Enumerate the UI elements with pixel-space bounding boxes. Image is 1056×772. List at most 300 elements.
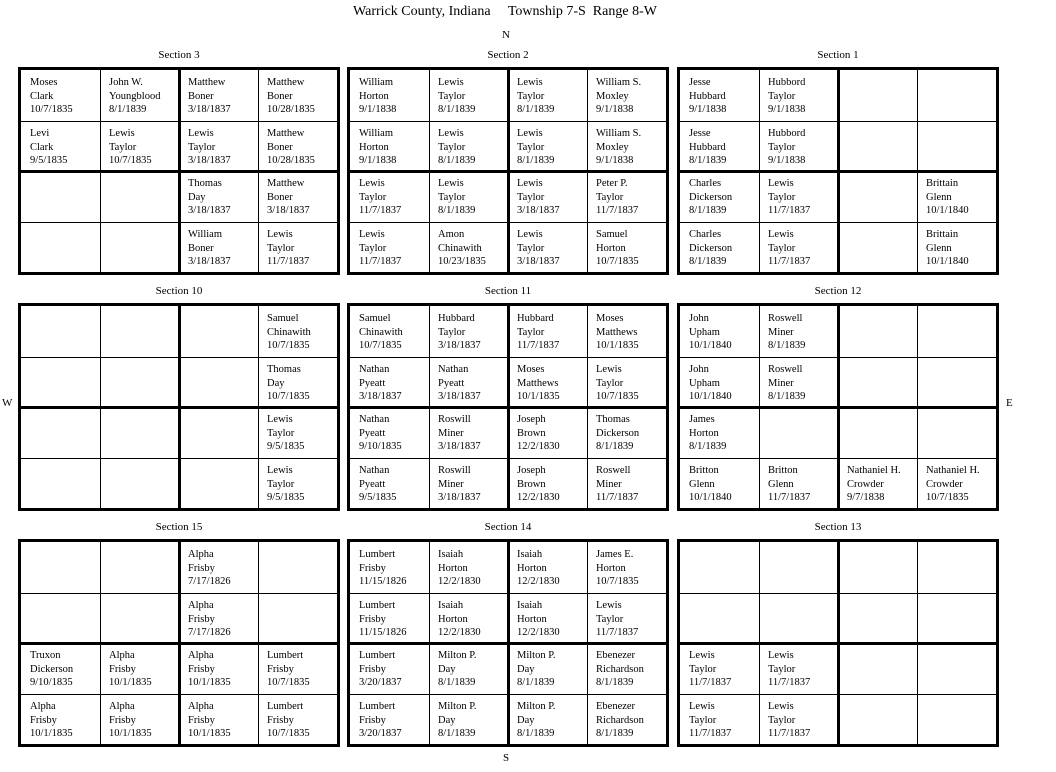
parcel-name: Lumbert — [359, 549, 396, 560]
parcel-date: 11/7/1837 — [517, 340, 560, 351]
parcel-name: Taylor — [109, 141, 137, 153]
parcel-cell — [350, 306, 429, 357]
parcel-date: 9/1/1838 — [359, 155, 397, 166]
parcel-cell — [587, 542, 666, 593]
parcel-name: Frisby — [267, 714, 294, 726]
parcel-cell — [838, 222, 917, 273]
parcel-name: Brown — [517, 427, 546, 439]
parcel-cell — [100, 306, 179, 357]
parcel-cell — [21, 222, 100, 273]
parcel-date: 8/1/1839 — [689, 205, 727, 216]
parcel-cell — [179, 407, 258, 458]
parcel-name: Dickerson — [30, 663, 74, 675]
parcel-date: 8/1/1839 — [768, 340, 806, 351]
parcel-name: Chinawith — [267, 326, 311, 338]
parcel-date: 7/17/1826 — [188, 576, 231, 587]
parcel-cell — [759, 222, 838, 273]
parcel-name: Lewis — [517, 77, 543, 88]
parcel-cell — [350, 407, 429, 458]
parcel-name: Nathan — [359, 414, 390, 425]
parcel-name: Lumbert — [267, 701, 304, 712]
parcel-name: Lewis — [267, 465, 293, 476]
parcel-cell — [838, 357, 917, 408]
parcel-date: 11/7/1837 — [359, 205, 402, 216]
parcel-name: Isaiah — [517, 549, 543, 560]
parcel-cell — [258, 458, 337, 509]
parcel-cell — [350, 70, 429, 121]
parcel-name: Frisby — [109, 663, 136, 675]
parcel-name: Samuel — [267, 313, 299, 324]
parcel-cell — [680, 643, 759, 694]
parcel-date: 10/28/1835 — [267, 155, 315, 166]
parcel-name: Frisby — [267, 663, 294, 675]
section-label: Section 11 — [484, 285, 532, 297]
parcel-name: Moxley — [596, 141, 629, 153]
parcel-name: Day — [438, 714, 456, 726]
section-grid — [677, 539, 999, 747]
parcel-cell — [838, 306, 917, 357]
parcel-name: Lewis — [188, 128, 214, 139]
parcel-name: Jesse — [689, 77, 711, 88]
parcel-cell — [100, 222, 179, 273]
parcel-name: Hubbord — [768, 77, 806, 88]
parcel-name: Brittain — [926, 229, 959, 240]
parcel-cell — [258, 70, 337, 121]
parcel-cell — [759, 458, 838, 509]
section-label: Section 13 — [814, 521, 862, 533]
parcel-name: Taylor — [596, 191, 624, 203]
parcel-name: Nathan — [359, 465, 390, 476]
parcel-date: 10/7/1835 — [596, 391, 639, 402]
parcel-name: Lewis — [438, 128, 464, 139]
parcel-name: Boner — [188, 90, 214, 102]
parcel-cell — [917, 643, 996, 694]
parcel-cell — [258, 171, 337, 222]
parcel-cell — [508, 407, 587, 458]
parcel-date: 10/23/1835 — [438, 256, 486, 267]
parcel-cell — [258, 694, 337, 745]
parcel-date: 8/1/1839 — [438, 677, 476, 688]
parcel-name: Lewis — [689, 701, 715, 712]
parcel-name: John W. — [109, 77, 143, 88]
parcel-cell — [100, 70, 179, 121]
parcel-name: Day — [517, 663, 535, 675]
parcel-cell — [21, 593, 100, 644]
parcel-date: 11/7/1837 — [768, 728, 811, 739]
parcel-name: Dickerson — [689, 191, 733, 203]
parcel-cell — [587, 407, 666, 458]
parcel-name: Roswill — [438, 465, 471, 476]
parcel-cell — [587, 357, 666, 408]
parcel-name: Alpha — [188, 549, 214, 560]
parcel-name: Horton — [359, 90, 389, 102]
parcel-cell — [350, 542, 429, 593]
parcel-name: Crowder — [926, 478, 963, 490]
parcel-name: Lewis — [517, 128, 543, 139]
parcel-cell — [100, 357, 179, 408]
parcel-date: 9/1/1838 — [689, 104, 727, 115]
parcel-date: 9/10/1835 — [30, 677, 73, 688]
parcel-name: Glenn — [689, 478, 715, 490]
parcel-date: 11/7/1837 — [689, 677, 732, 688]
parcel-name: Lewis — [596, 364, 622, 375]
parcel-cell — [508, 222, 587, 273]
parcel-cell — [838, 643, 917, 694]
parcel-date: 8/1/1839 — [517, 677, 555, 688]
parcel-name: Matthew — [267, 178, 305, 189]
parcel-name: Chinawith — [359, 326, 403, 338]
parcel-cell — [759, 121, 838, 172]
parcel-cell — [759, 643, 838, 694]
parcel-name: Lewis — [359, 178, 385, 189]
parcel-cell — [508, 171, 587, 222]
parcel-date: 9/1/1838 — [768, 155, 806, 166]
parcel-name: Peter P. — [596, 178, 628, 189]
parcel-name: John — [689, 313, 709, 324]
parcel-cell — [429, 222, 508, 273]
parcel-cell — [508, 306, 587, 357]
parcel-cell — [21, 694, 100, 745]
parcel-name: Boner — [267, 191, 293, 203]
parcel-cell — [350, 121, 429, 172]
parcel-date: 8/1/1839 — [438, 205, 476, 216]
parcel-name: Day — [438, 663, 456, 675]
parcel-name: Taylor — [517, 242, 545, 254]
parcel-name: Lewis — [517, 178, 543, 189]
parcel-date: 3/18/1837 — [438, 492, 481, 503]
parcel-date: 11/7/1837 — [768, 205, 811, 216]
parcel-date: 10/7/1835 — [267, 391, 310, 402]
parcel-name: Taylor — [689, 663, 717, 675]
parcel-date: 7/17/1826 — [188, 627, 231, 638]
parcel-date: 8/1/1839 — [596, 441, 634, 452]
parcel-date: 3/18/1837 — [438, 340, 481, 351]
parcel-date: 9/5/1835 — [30, 155, 68, 166]
parcel-cell — [429, 357, 508, 408]
parcel-name: Richardson — [596, 714, 644, 726]
parcel-cell — [179, 121, 258, 172]
parcel-name: Glenn — [768, 478, 794, 490]
parcel-name: Taylor — [768, 90, 796, 102]
parcel-name: Nathan — [359, 364, 390, 375]
parcel-cell — [100, 694, 179, 745]
parcel-name: Levi — [30, 128, 50, 139]
parcel-name: Horton — [689, 427, 719, 439]
parcel-cell — [508, 357, 587, 408]
parcel-name: Taylor — [188, 141, 216, 153]
parcel-cell — [429, 643, 508, 694]
parcel-name: Taylor — [267, 242, 295, 254]
parcel-name: Samuel — [359, 313, 391, 324]
parcel-date: 10/1/1840 — [926, 256, 969, 267]
parcel-cell — [179, 593, 258, 644]
parcel-name: Alpha — [188, 650, 214, 661]
compass-west: W — [2, 397, 13, 409]
parcel-date: 8/1/1839 — [438, 728, 476, 739]
parcel-date: 10/1/1835 — [188, 728, 231, 739]
section-grid — [347, 303, 669, 511]
parcel-cell — [179, 458, 258, 509]
parcel-date: 3/20/1837 — [359, 728, 402, 739]
parcel-cell — [429, 458, 508, 509]
parcel-cell — [759, 70, 838, 121]
parcel-name: Horton — [596, 242, 626, 254]
parcel-name: Taylor — [768, 714, 796, 726]
parcel-name: Thomas — [596, 414, 630, 425]
parcel-date: 8/1/1839 — [689, 441, 727, 452]
parcel-name: Roswell — [768, 313, 803, 324]
parcel-date: 10/1/1840 — [689, 391, 732, 402]
parcel-name: Nathaniel H. — [847, 465, 901, 476]
parcel-name: Taylor — [267, 478, 295, 490]
parcel-date: 11/7/1837 — [596, 627, 639, 638]
parcel-cell — [258, 357, 337, 408]
parcel-name: Amon — [438, 229, 465, 240]
parcel-name: James E. — [596, 549, 634, 560]
parcel-cell — [100, 593, 179, 644]
section-label: Section 14 — [484, 521, 532, 533]
parcel-date: 10/1/1840 — [689, 340, 732, 351]
section-label: Section 2 — [487, 49, 529, 61]
parcel-date: 9/1/1838 — [596, 155, 634, 166]
parcel-cell — [759, 357, 838, 408]
parcel-cell — [587, 458, 666, 509]
parcel-name: Matthew — [188, 77, 226, 88]
parcel-cell — [429, 306, 508, 357]
parcel-cell — [587, 222, 666, 273]
parcel-name: Taylor — [359, 242, 387, 254]
parcel-name: Nathaniel H. — [926, 465, 980, 476]
parcel-name: Horton — [517, 613, 547, 625]
parcel-cell — [179, 643, 258, 694]
parcel-name: Charles — [689, 229, 722, 240]
parcel-cell — [917, 593, 996, 644]
parcel-cell — [838, 407, 917, 458]
parcel-name: Isaiah — [517, 600, 543, 611]
parcel-cell — [350, 171, 429, 222]
parcel-date: 10/7/1835 — [926, 492, 969, 503]
parcel-cell — [587, 643, 666, 694]
parcel-name: Miner — [438, 478, 464, 490]
parcel-name: Taylor — [768, 242, 796, 254]
section-grid — [347, 539, 669, 747]
parcel-name: Lumbert — [267, 650, 304, 661]
parcel-name: Pyeatt — [359, 377, 386, 389]
compass-south: S — [503, 752, 510, 764]
parcel-name: Taylor — [596, 377, 624, 389]
parcel-name: Youngblood — [109, 90, 161, 102]
parcel-name: Matthew — [267, 77, 305, 88]
section-grid — [18, 303, 340, 511]
parcel-cell — [21, 407, 100, 458]
parcel-date: 10/7/1835 — [267, 677, 310, 688]
parcel-date: 11/7/1837 — [689, 728, 732, 739]
parcel-name: Lumbert — [359, 650, 396, 661]
parcel-name: Lewis — [768, 229, 794, 240]
parcel-name: Frisby — [109, 714, 136, 726]
parcel-cell — [838, 694, 917, 745]
parcel-date: 10/7/1835 — [30, 104, 73, 115]
parcel-date: 8/1/1839 — [517, 728, 555, 739]
parcel-name: Milton P. — [517, 701, 556, 712]
parcel-date: 12/2/1830 — [517, 627, 560, 638]
parcel-cell — [917, 458, 996, 509]
parcel-name: Britton — [768, 465, 798, 476]
parcel-name: William — [188, 229, 222, 240]
parcel-name: Lewis — [768, 701, 794, 712]
parcel-name: Upham — [689, 326, 720, 338]
parcel-name: Alpha — [30, 701, 56, 712]
parcel-name: Frisby — [359, 613, 386, 625]
parcel-cell — [917, 357, 996, 408]
parcel-date: 11/7/1837 — [596, 492, 639, 503]
parcel-cell — [258, 593, 337, 644]
parcel-name: Horton — [438, 562, 468, 574]
parcel-name: Taylor — [438, 326, 466, 338]
parcel-name: Roswell — [596, 465, 631, 476]
parcel-date: 10/7/1835 — [596, 576, 639, 587]
parcel-date: 8/1/1839 — [596, 728, 634, 739]
parcel-cell — [350, 593, 429, 644]
parcel-name: Miner — [438, 427, 464, 439]
parcel-cell — [838, 121, 917, 172]
parcel-name: Milton P. — [438, 701, 477, 712]
parcel-name: Taylor — [768, 191, 796, 203]
parcel-name: Glenn — [926, 242, 952, 254]
parcel-date: 8/1/1839 — [517, 104, 555, 115]
parcel-name: Britton — [689, 465, 719, 476]
parcel-cell — [508, 593, 587, 644]
parcel-name: Hubbard — [438, 313, 475, 324]
parcel-name: Lewis — [689, 650, 715, 661]
parcel-cell — [680, 306, 759, 357]
parcel-name: William S. — [596, 77, 642, 88]
parcel-date: 8/1/1839 — [109, 104, 147, 115]
parcel-date: 10/7/1835 — [359, 340, 402, 351]
parcel-cell — [350, 694, 429, 745]
parcel-cell — [429, 171, 508, 222]
parcel-cell — [508, 542, 587, 593]
parcel-date: 3/18/1837 — [359, 391, 402, 402]
parcel-cell — [508, 70, 587, 121]
parcel-name: Horton — [438, 613, 468, 625]
parcel-date: 9/10/1835 — [359, 441, 402, 452]
parcel-name: Taylor — [517, 326, 545, 338]
parcel-name: Taylor — [768, 663, 796, 675]
section-grid — [677, 303, 999, 511]
parcel-cell — [917, 70, 996, 121]
parcel-name: Day — [188, 191, 206, 203]
parcel-date: 3/18/1837 — [188, 104, 231, 115]
parcel-cell — [258, 306, 337, 357]
parcel-date: 12/2/1830 — [438, 576, 481, 587]
parcel-name: Moses — [596, 313, 624, 324]
parcel-cell — [100, 407, 179, 458]
parcel-date: 10/1/1840 — [689, 492, 732, 503]
parcel-cell — [587, 121, 666, 172]
parcel-cell — [759, 171, 838, 222]
parcel-name: Hubbard — [517, 313, 554, 324]
parcel-name: Frisby — [359, 714, 386, 726]
parcel-cell — [587, 70, 666, 121]
parcel-date: 3/18/1837 — [438, 391, 481, 402]
parcel-name: Ebenezer — [596, 701, 636, 712]
parcel-cell — [759, 542, 838, 593]
parcel-date: 3/18/1837 — [267, 205, 310, 216]
page-title: Warrick County, Indiana Township 7-S Range 8-W — [353, 4, 657, 19]
parcel-name: William S. — [596, 128, 642, 139]
parcel-date: 9/1/1838 — [596, 104, 634, 115]
parcel-cell — [100, 458, 179, 509]
parcel-name: Richardson — [596, 663, 644, 675]
parcel-cell — [21, 542, 100, 593]
parcel-date: 3/18/1837 — [188, 256, 231, 267]
parcel-date: 8/1/1839 — [689, 155, 727, 166]
parcel-cell — [100, 171, 179, 222]
parcel-cell — [917, 306, 996, 357]
parcel-name: Moxley — [596, 90, 629, 102]
parcel-name: Taylor — [438, 191, 466, 203]
parcel-cell — [917, 222, 996, 273]
parcel-name: Frisby — [188, 613, 215, 625]
parcel-date: 10/1/1835 — [517, 391, 560, 402]
parcel-name: Lewis — [267, 414, 293, 425]
parcel-date: 10/1/1835 — [109, 728, 152, 739]
parcel-cell — [587, 593, 666, 644]
parcel-name: Milton P. — [517, 650, 556, 661]
parcel-cell — [258, 121, 337, 172]
section-label: Section 10 — [155, 285, 203, 297]
parcel-date: 12/2/1830 — [517, 441, 560, 452]
parcel-name: Moses — [30, 77, 58, 88]
parcel-cell — [21, 357, 100, 408]
parcel-cell — [680, 357, 759, 408]
parcel-cell — [179, 694, 258, 745]
parcel-cell — [100, 542, 179, 593]
parcel-name: Horton — [596, 562, 626, 574]
parcel-cell — [680, 593, 759, 644]
parcel-cell — [917, 171, 996, 222]
parcel-cell — [179, 306, 258, 357]
parcel-name: Taylor — [596, 613, 624, 625]
parcel-name: Frisby — [188, 663, 215, 675]
parcel-name: Brittain — [926, 178, 959, 189]
parcel-name: Frisby — [359, 663, 386, 675]
parcel-name: Truxon — [30, 650, 61, 661]
parcel-name: Day — [517, 714, 535, 726]
parcel-name: Lewis — [768, 178, 794, 189]
parcel-date: 11/7/1837 — [596, 205, 639, 216]
parcel-cell — [838, 593, 917, 644]
parcel-date: 8/1/1839 — [438, 104, 476, 115]
parcel-date: 10/28/1835 — [267, 104, 315, 115]
parcel-name: William — [359, 128, 393, 139]
parcel-name: Matthew — [267, 128, 305, 139]
parcel-date: 10/1/1835 — [30, 728, 73, 739]
parcel-cell — [917, 121, 996, 172]
parcel-cell — [838, 171, 917, 222]
parcel-cell — [429, 70, 508, 121]
parcel-date: 3/18/1837 — [438, 441, 481, 452]
parcel-name: Charles — [689, 178, 722, 189]
parcel-name: Roswill — [438, 414, 471, 425]
parcel-date: 9/1/1838 — [768, 104, 806, 115]
parcel-name: Boner — [188, 242, 214, 254]
parcel-name: Milton P. — [438, 650, 477, 661]
parcel-date: 8/1/1839 — [517, 155, 555, 166]
parcel-name: Lewis — [768, 650, 794, 661]
parcel-name: Horton — [517, 562, 547, 574]
